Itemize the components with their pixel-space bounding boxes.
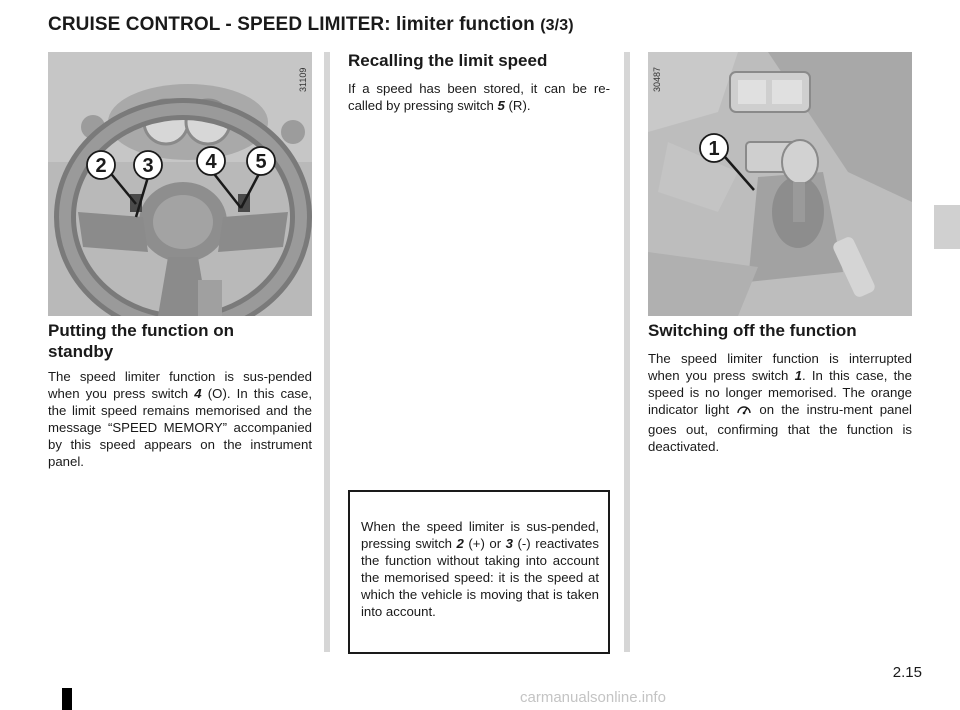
callout-2	[87, 151, 115, 179]
callout-3	[134, 151, 162, 179]
svg-text:2: 2	[95, 155, 107, 177]
switch-off-heading: Switching off the function	[648, 321, 857, 340]
steering-wheel-photo	[48, 52, 312, 316]
note-text: When the speed limiter is sus-pended, pressing switch 2 (+) or 3 (-) reactivates the function without taking into account the memorised speed: it is the speed at which the vehicle is moving that is taken into account.	[361, 519, 599, 619]
page-number: 2.15	[892, 664, 922, 681]
photo-code: 30487	[652, 66, 662, 92]
note-box	[348, 490, 610, 654]
page-title: CRUISE CONTROL - SPEED LIMITER: limiter function (3/3)	[48, 14, 574, 35]
recall-paragraph: If a speed has been stored, it can be re-called by pressing switch 5 (R).	[348, 81, 610, 113]
recall-heading: Recalling the limit speed	[348, 51, 548, 70]
callout-4	[197, 147, 225, 175]
corner-mark	[62, 688, 72, 710]
column-divider-right	[624, 52, 630, 652]
standby-paragraph: The speed limiter function is sus-pended when you press switch 4 (O). In this case, the limit speed remains memorised and the message “SPEED MEMORY” accompanied by this speed appears on the instrument panel.	[48, 369, 312, 469]
gear-lever-photo	[648, 52, 912, 316]
column-divider-left	[324, 52, 330, 652]
svg-text:3: 3	[142, 155, 154, 177]
section-tab	[934, 205, 960, 249]
switch-off-paragraph: The speed limiter function is interrupted when you press switch 1. In this case, the speed is no longer memorised. The orange indicator light on the instru-ment panel goes out, confirming that the function is deactivated.	[648, 351, 912, 454]
photo-code: 31109	[298, 67, 308, 92]
svg-text:5: 5	[255, 151, 267, 173]
standby-heading: Putting the function on standby	[48, 321, 235, 361]
svg-text:1: 1	[708, 138, 720, 160]
callout-1	[700, 134, 728, 162]
svg-text:4: 4	[205, 151, 217, 173]
watermark: carmanualsonline.info	[520, 689, 666, 706]
callout-5	[247, 147, 275, 175]
speed-limiter-indicator-icon	[736, 401, 752, 421]
